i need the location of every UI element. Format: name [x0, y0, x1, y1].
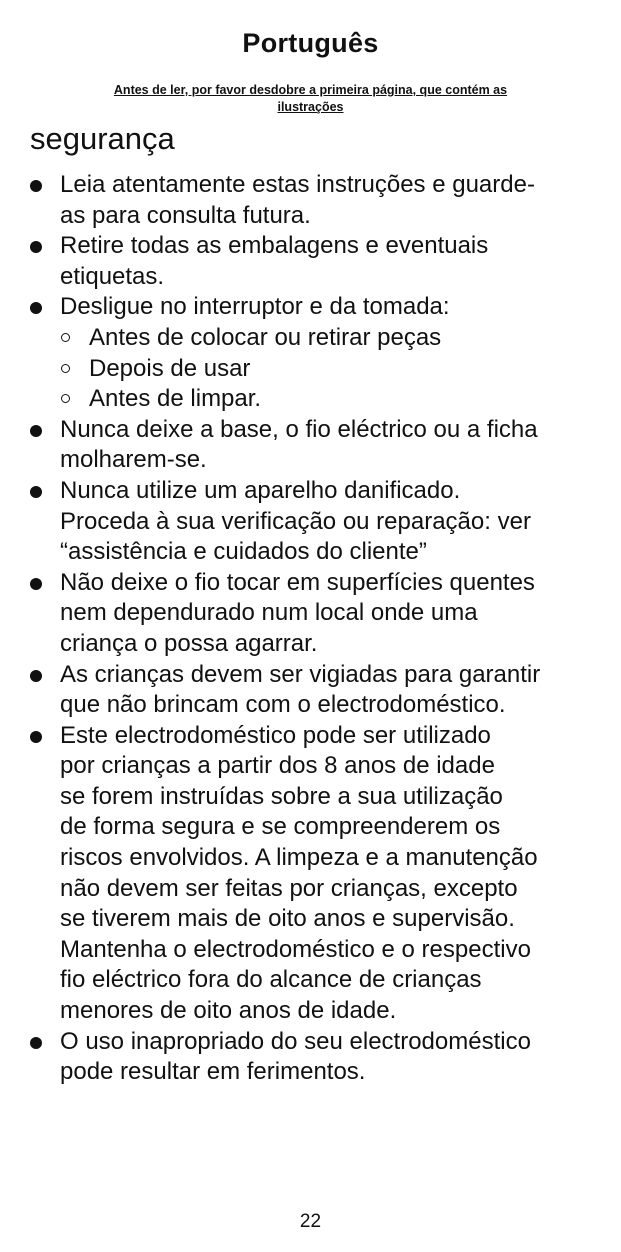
bullet-icon [30, 486, 42, 498]
page-number: 22 [299, 1211, 322, 1232]
section-title: segurança [30, 121, 175, 156]
safety-subitem-label: Depois de usar [89, 354, 251, 382]
bullet-icon [30, 302, 42, 314]
unfold-note [40, 82, 581, 116]
safety-item-line: Não deixe o fio tocar em superfícies quentes [60, 568, 535, 596]
safety-item-line: que não brincam com o electrodoméstico. [60, 691, 506, 719]
safety-sublist [60, 323, 605, 415]
safety-item-line: O uso inapropriado do seu electrodoméstico [60, 1027, 531, 1055]
safety-item-line: nem dependurado num local onde uma [60, 599, 478, 627]
safety-item-line: “assistência e cuidados do cliente” [60, 538, 427, 566]
safety-item-line: de forma segura e se compreenderem os [60, 813, 501, 841]
safety-item-line: Nunca deixe a base, o fio eléctrico ou a ficha [60, 415, 538, 443]
safety-item-line: não devem ser feitas por crianças, excepto [60, 874, 518, 902]
unfold-note-line: Antes de ler, por favor desdobre a primeira página, que contém as [113, 83, 508, 97]
safety-subitem-label: Antes de limpar. [89, 385, 262, 413]
safety-item [30, 415, 605, 476]
safety-item-line: Retire todas as embalagens e eventuais [60, 232, 489, 260]
safety-item-line: criança o possa agarrar. [60, 629, 318, 657]
safety-subitem [60, 354, 605, 385]
safety-item [30, 568, 605, 660]
safety-item-line: se forem instruídas sobre a sua utilização [60, 782, 503, 810]
safety-item-line: fio eléctrico fora do alcance de crianças [60, 966, 482, 994]
safety-item-line: molharem-se. [60, 446, 207, 474]
safety-item-line: Este electrodoméstico pode ser utilizado [60, 721, 491, 749]
safety-item-line: por crianças a partir dos 8 anos de idade [60, 752, 495, 780]
safety-subitem-label: Antes de colocar ou retirar peças [89, 323, 442, 351]
safety-item [30, 660, 605, 721]
bullet-icon [30, 425, 42, 437]
safety-item-line: pode resultar em ferimentos. [60, 1058, 366, 1086]
safety-item-line: menores de oito anos de idade. [60, 997, 397, 1025]
bullet-icon [30, 731, 42, 743]
bullet-icon [30, 578, 42, 590]
safety-item-line: riscos envolvidos. A limpeza e a manutenção [60, 844, 538, 872]
safety-subitem [60, 323, 605, 354]
safety-item [30, 721, 605, 1027]
safety-item [30, 1027, 605, 1088]
safety-item-line: se tiverem mais de oito anos e supervisão. [60, 905, 515, 933]
safety-item-line: Nunca utilize um aparelho danificado. [60, 476, 461, 504]
unfold-note-line: ilustrações [277, 100, 344, 114]
safety-item [30, 231, 605, 292]
safety-item-line: As crianças devem ser vigiadas para garantir [60, 660, 541, 688]
safety-item [30, 476, 605, 568]
safety-item-line: Mantenha o electrodoméstico e o respectivo [60, 935, 531, 963]
safety-item [30, 170, 605, 231]
safety-item [30, 292, 605, 414]
safety-list [30, 170, 605, 1088]
bullet-icon [30, 1037, 42, 1049]
safety-subitem [60, 384, 605, 415]
circle-bullet-icon [61, 364, 70, 373]
bullet-icon [30, 241, 42, 253]
bullet-icon [30, 180, 42, 192]
safety-item-line: etiquetas. [60, 262, 165, 290]
safety-item-line: Desligue no interruptor e da tomada: [60, 293, 450, 321]
circle-bullet-icon [61, 394, 70, 403]
safety-item-line: Proceda à sua verificação ou reparação: ver [60, 507, 531, 535]
bullet-icon [30, 670, 42, 682]
safety-item-line: as para consulta futura. [60, 201, 311, 229]
page-title: Português [242, 28, 379, 58]
safety-item-line: Leia atentamente estas instruções e guarde- [60, 171, 535, 198]
circle-bullet-icon [61, 333, 70, 342]
